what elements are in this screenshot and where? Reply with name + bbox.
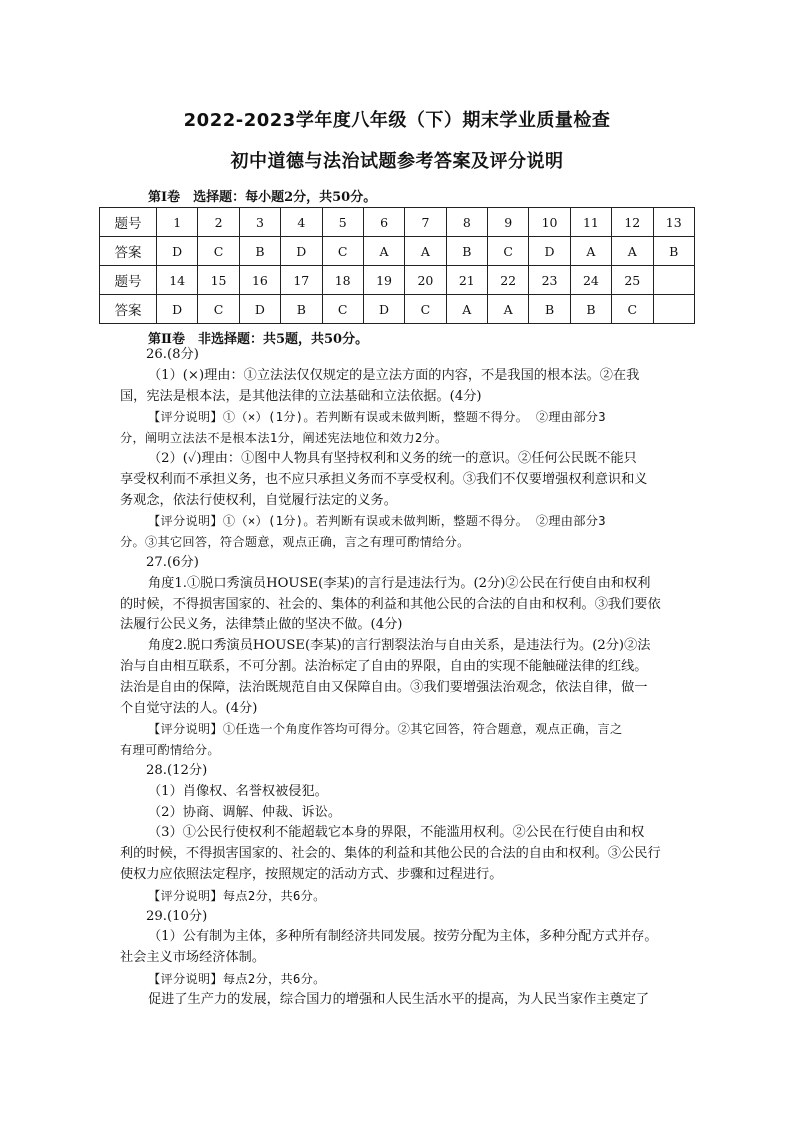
document-title: 2022-2023学年度八年级（下）期末学业质量检查 — [183, 110, 611, 131]
table-label-answer: 答案 — [100, 295, 157, 324]
answer-line: 治与自由相互联系，不可分割。法治标定了自由的界限，自由的实现不能触碰法律的红线。 — [120, 658, 648, 674]
table-label-question: 题号 — [100, 266, 157, 295]
table-cell: D — [157, 237, 198, 266]
table-cell: D — [363, 295, 404, 324]
answer-line: 促进了生产力的发展，综合国力的增强和人民生活水平的提高，为人民当家作主奠定了 — [148, 991, 650, 1007]
table-cell: 19 — [363, 266, 404, 295]
answer-line: 享受权利而不承担义务，也不应只承担义务而不享受权利。③我们不仅要增强权利意识和义 — [120, 471, 648, 487]
answer-line: 使权力应依照法定程序，按照规定的活动方式、步骤和过程进行。 — [120, 866, 503, 882]
table-cell: B — [529, 295, 570, 324]
table-cell: B — [281, 295, 322, 324]
table-cell: 8 — [446, 208, 487, 237]
answer-content — [120, 345, 680, 1011]
table-cell: C — [612, 295, 653, 324]
answer-line: 社会主义市场经济体制。 — [120, 950, 266, 966]
table-cell: A — [363, 237, 404, 266]
answer-line: （3）①公民行使权利不能超载它本身的界限，不能滥用权利。②公民在行使自由和权 — [148, 825, 645, 841]
scoring-note: 【评分说明】①（×）(1分)。若判断有误或未做判断，整题不得分。 ②理由部分3 — [148, 514, 606, 529]
scoring-note: 【评分说明】每点2分，共6分。 — [148, 971, 326, 986]
table-cell: 4 — [281, 208, 322, 237]
answer-line: 国，宪法是根本法，是其他法律的立法基础和立法依据。(4分) — [120, 388, 482, 404]
table-cell — [653, 266, 695, 295]
scoring-note: 有理可酌情给分。 — [120, 743, 220, 758]
table-cell: 22 — [488, 266, 529, 295]
table-cell: A — [446, 295, 487, 324]
table-cell: 18 — [322, 266, 363, 295]
answer-line: （1）肖像权、名誉权被侵犯。 — [148, 783, 328, 799]
table-cell: 15 — [198, 266, 239, 295]
table-cell: C — [322, 237, 363, 266]
table-cell: D — [239, 295, 280, 324]
table-cell: 3 — [239, 208, 280, 237]
table-cell: A — [570, 237, 611, 266]
table-cell: B — [446, 237, 487, 266]
section-1-heading: 第Ⅰ卷 选择题：每小题2分，共50分。 — [148, 190, 377, 205]
answer-line: 角度2.脱口秀演员HOUSE(李某)的言行割裂法治与自由关系，是违法行为。(2分)②法 — [148, 638, 651, 654]
table-cell: A — [405, 237, 446, 266]
table-cell: 24 — [570, 266, 611, 295]
table-cell: C — [405, 295, 446, 324]
table-cell: 14 — [157, 266, 198, 295]
question-number: 28.(12分) — [146, 762, 208, 778]
scoring-note: 分。③其它回答，符合题意，观点正确，言之有理可酌情给分。 — [120, 535, 470, 550]
table-cell: 7 — [405, 208, 446, 237]
table-row-question-1 — [100, 208, 695, 237]
scoring-note: 【评分说明】①任选一个角度作答均可得分。②其它回答，符合题意，观点正确，言之 — [148, 722, 623, 737]
answer-line: （1）公有制为主体，多种所有制经济共同发展。按劳分配为主体，多种分配方式并存。 — [148, 929, 658, 945]
table-cell: D — [157, 295, 198, 324]
answer-line: 法治是自由的保障，法治既规范自由又保障自由。③我们要增强法治观念，依法自律，做一 — [120, 679, 648, 695]
table-cell: C — [198, 237, 239, 266]
table-label-answer: 答案 — [100, 237, 157, 266]
table-cell: B — [239, 237, 280, 266]
answer-line: 的时候，不得损害国家的、社会的、集体的利益和其他公民的合法的自由和权利。③我们要依 — [120, 596, 661, 612]
table-cell: 13 — [653, 208, 695, 237]
table-cell: 5 — [322, 208, 363, 237]
table-cell: 11 — [570, 208, 611, 237]
table-cell: 2 — [198, 208, 239, 237]
table-cell: A — [488, 295, 529, 324]
answer-table — [99, 207, 695, 324]
answer-line: （2）协商、调解、仲裁、诉讼。 — [148, 804, 342, 820]
table-label-question: 题号 — [100, 208, 157, 237]
table-cell: 17 — [281, 266, 322, 295]
table-cell: C — [322, 295, 363, 324]
table-cell: A — [612, 237, 653, 266]
table-cell: 20 — [405, 266, 446, 295]
question-number: 26.(8分) — [146, 347, 199, 362]
table-cell: C — [198, 295, 239, 324]
table-cell: 12 — [612, 208, 653, 237]
answer-line: 法履行公民义务，法律禁止做的坚决不做。(4分) — [120, 617, 403, 633]
answer-line: 角度1.①脱口秀演员HOUSE(李某)的言行是违法行为。(2分)②公民在行使自由和权利 — [148, 575, 651, 591]
table-cell: C — [488, 237, 529, 266]
table-cell: 16 — [239, 266, 280, 295]
table-row-answer-1 — [100, 237, 695, 266]
answer-line: 利的时候，不得损害国家的、社会的、集体的利益和其他公民的合法的自由和权利。③公民行 — [120, 846, 661, 862]
table-cell — [653, 295, 695, 324]
table-cell: 10 — [529, 208, 570, 237]
table-cell: 25 — [612, 266, 653, 295]
table-cell: D — [281, 237, 322, 266]
table-cell: B — [653, 237, 695, 266]
table-cell: 21 — [446, 266, 487, 295]
scoring-note: 【评分说明】①（×）(1分)。若判断有误或未做判断，整题不得分。 ②理由部分3 — [148, 410, 606, 425]
document-subtitle: 初中道德与法治试题参考答案及评分说明 — [230, 151, 564, 172]
table-cell: 9 — [488, 208, 529, 237]
question-number: 29.(10分) — [146, 908, 208, 924]
answer-line: （2）(✓)理由：①图中人物具有坚持权利和义务的统一的意识。②任何公民既不能只 — [148, 450, 637, 466]
table-cell: B — [570, 295, 611, 324]
table-row-answer-2 — [100, 295, 695, 324]
answer-line: （1）(×)理由：①立法法仅仅规定的是立法方面的内容，不是我国的根本法。②在我 — [148, 367, 640, 383]
table-cell: 1 — [157, 208, 198, 237]
answer-line: 务观念，依法行使权利，自觉履行法定的义务。 — [120, 492, 397, 508]
table-cell: 6 — [363, 208, 404, 237]
table-row-question-2 — [100, 266, 695, 295]
table-cell: 23 — [529, 266, 570, 295]
section-2-heading: 第Ⅱ卷 非选择题：共5题，共50分。 — [148, 332, 369, 347]
scoring-note: 分，阐明立法法不是根本法1分，阐述宪法地位和效力2分。 — [120, 431, 448, 446]
table-cell: D — [529, 237, 570, 266]
question-number: 27.(6分) — [146, 554, 199, 570]
scoring-note: 【评分说明】每点2分，共6分。 — [148, 888, 326, 903]
answer-line: 个自觉守法的人。(4分) — [120, 700, 258, 716]
